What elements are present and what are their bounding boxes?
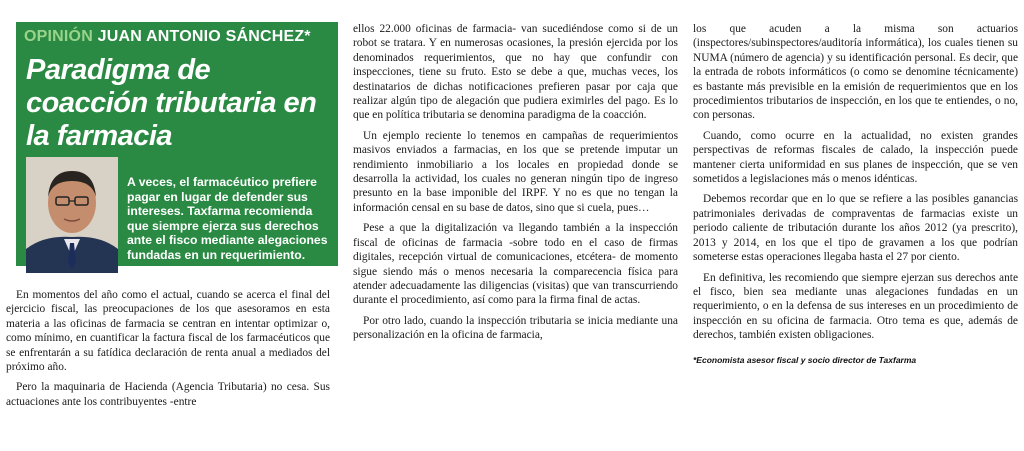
paragraph: Pese a que la digitalización va llegando también a la inspección fiscal de oficinas de farmacia -sobre todo en el caso de firmas digitales, recepción virtual de comunicaciones, etcétera- de momento sigue siendo más o menos necesaria la comparecencia física para atender adecuadamente las diligencias (visitas) que van transcurriendo durante el procedimiento, así como para la firma final de actas. — [353, 222, 678, 307]
article-title: Paradigma de coacción tributaria en la farmacia — [26, 54, 317, 152]
opinion-header-card — [16, 22, 338, 266]
paragraph: En momentos del año como el actual, cuando se acerca el final del ejercicio fiscal, las preocupaciones de los que asesoramos en esta materia a las oficinas de farmacia se centran en intentar optimizar o, como mínimo, en cuantificar la factura fiscal de los farmacéuticos que se enfrentarán a su fatídica declaración de renta anual a mediados del próximo año. — [6, 289, 330, 374]
section-label: OPINIÓN — [24, 28, 93, 45]
paragraph: ellos 22.000 oficinas de farmacia- van sucediéndose como si de un robot se tratara. Y en numerosas ocasiones, la presión ejercida por los denominados requerimientos, que no hay que confundir con inspecciones, tiene su fruto. Esto se debe a que, muchas veces, los destinatarios de dichas notificaciones prefieren pasar por caja que realizar algún tipo de alegación que pudiera eximirles del pago. Es lo que en política tributaria se denomina paradigma de la coacción. — [353, 23, 678, 122]
article-summary: A veces, el farmacéutico prefiere pagar en lugar de defender sus intereses. Taxfarma recomienda que siempre ejerza sus derechos ante el fisco mediante alegaciones fundadas en un requerimiento. — [127, 175, 328, 262]
paragraph: Un ejemplo reciente lo tenemos en campañas de requerimientos masivos enviados a farmacias, en los que se pretende imputar un rendimiento inmobiliario a los locales en propiedad donde se desarrolla la actividad, los cuales no generan ningún tipo de ingreso presunto en la base imponible del IRPF. Y no es que no tengan la información censal en su base de datos, sino que si cuela, pues… — [353, 129, 678, 214]
section-header — [24, 28, 311, 46]
paragraph: En definitiva, les recomiendo que siempre ejerzan sus derechos ante el fisco, bien sea mediante unas alegaciones fundadas en un requerimiento, o en la defensa de sus intereses en un procedimiento de inspección en su oficina de farmacia. Otro tema es que, además de derechos, también existen obligaciones. — [693, 271, 1018, 342]
author-footnote: *Economista asesor fiscal y socio director de Taxfarma — [693, 354, 917, 365]
paragraph: los que acuden a la misma son actuarios (inspectores/subinspectores/auditoría informática), los cuales tienen su NUMA (número de agencia) y su identificación personal. Es decir, que la entrada de robots informáticos (o como se denomine técnicamente) es bastante más previsible en la emisión de requerimientos que en los procedimientos tributarios de inspección, en los que te entiendes, o no, con personas. — [693, 23, 1018, 122]
paragraph: Por otro lado, cuando la inspección tributaria se inicia mediante una personalización en la oficina de farmacia, — [353, 314, 678, 342]
column-2 — [353, 22, 678, 349]
column-1 — [6, 288, 330, 415]
author-name: JUAN ANTONIO SÁNCHEZ* — [97, 28, 311, 45]
paragraph: Cuando, como ocurre en la actualidad, no existen grandes perspectivas de reformas fiscales de calado, la inspección puede mantener cierta uniformidad en sus planes de inspección, que se ven sometidos a legislaciones más o menos idénticas. — [693, 129, 1018, 186]
paragraph: Debemos recordar que en lo que se refiere a las posibles ganancias patrimoniales derivadas de compraventas de farmacias existe un periodo caliente de tributación durante los años 2012 (ya prescrito), 2013 y 2014, en los que el tipo de gravamen a los que podrían someterse estas operaciones llegaba hasta el 27 por ciento. — [693, 193, 1018, 264]
author-photo — [26, 157, 118, 273]
paragraph: Pero la maquinaria de Hacienda (Agencia Tributaria) no cesa. Sus actuaciones ante los contribuyentes -entre — [6, 381, 330, 408]
column-3 — [693, 22, 1018, 367]
